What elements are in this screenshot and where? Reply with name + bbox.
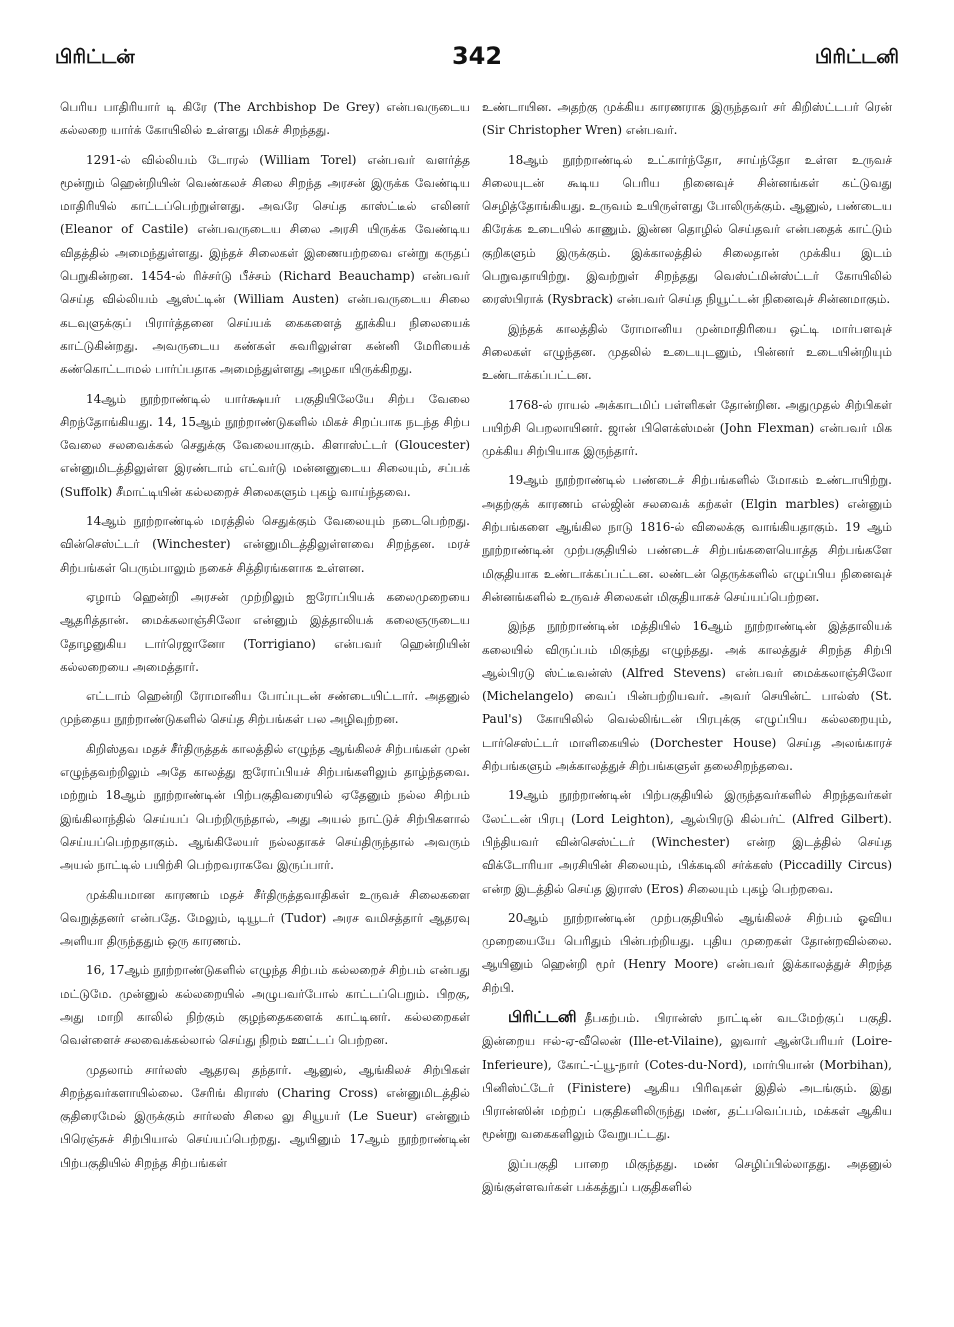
paragraph: பெரிய பாதிரியார் டி கிரே (The Archbishop De Grey) என்பவருடைய கல்லறை யார்க் கோயிலில் உள்ளது மிகச் சிறந்தது. — [60, 100, 470, 138]
paragraph: 14ஆம் நூற்றாண்டில் மரத்தில் செதுக்கும் வேலையும் நடைபெற்றது. வின்செஸ்ட்டர் (Winchester) என்னுமிடத்திலுள்ளவை சிறந்தன. மரச் சிற்பங்கள் பெரும்பாலும் நகைச் சித்திரங்களாக உள்ளன. — [60, 514, 470, 575]
paragraph: முதலாம் சார்லஸ் ஆதரவு தந்தார். ஆனுல், ஆங்கிலச் சிற்பிகள் சிறந்தவர்களாயில்லை. சேரிங் கிராஸ் (Charing Cross) என்னுமிடத்தில் குதிரைமேல் இருக்கும் சார்லஸ் சிலை லு சியூயர் (Le Sueur) என்னும் பிரெஞ்சுச் சிற்பியால் செய்யப்பெற்றது. ஆயினும் 17ஆம் நூற்றாண்டின் பிற்பகுதியில் சிறந்த சிற்பங்கள் — [60, 1062, 470, 1170]
paragraph: 20ஆம் நூற்றாண்டின் முற்பகுதியில் ஆங்கிலச் சிற்பம் ஓவிய முறையையே பெரிதும் பின்பற்றியது. புதிய முறைகள் தோன்றவில்லை. ஆயினும் ஹென்றி மூர் (Henry Moore) என்பவர் இக்காலத்துச் சிறந்த சிற்பி. — [482, 910, 892, 995]
right-running-head: பிரிட்டனி — [815, 46, 899, 68]
left-running-head: பிரிட்டன் — [55, 46, 135, 68]
paragraph: கிறிஸ்தவ மதச் சீர்திருத்தக் காலத்தில் எழுந்த ஆங்கிலச் சிற்பங்கள் முன் எழுந்தவற்றிலும் அதே காலத்து ஐரோப்பியச் சிற்பங்களிலும் தாழ்ந்தவை. மற்றும் 18ஆம் நூற்றாண்டின் பிற்பகுதிவரையில் ஏதேனும் நல்ல சிற்பம் இங்கிலாந்தில் செய்யப் பெற்றிருந்தால், அது அயல் நாட்டுச் சிற்பிகளால் செய்யப்பெற்றதாகும். ஆங்கிலேயர் நல்லதாகச் செய்திருந்தால் அவரும் அயல் நாட்டில் பயிற்சி பெற்றவராகவே இருப்பார். — [60, 741, 470, 873]
left-column — [60, 96, 470, 1306]
paragraph: 19ஆம் நூற்றாண்டில் பண்டைச் சிற்பங்களில் மோகம் உண்டாயிற்று. அதற்குக் காரணம் எல்ஜின் சலவைக் கற்கள் (Elgin marbles) என்னும் சிற்பங்களை ஆங்கில நாடு 1816-ல் விலைக்கு வாங்கியதாகும். 19 ஆம் நூற்றாண்டின் முற்பகுதியில் பண்டைச் சிற்பங்களையொத்த சிற்பங்களே மிகுதியாக உண்டாக்கப்பட்டன. லண்டன் தெருக்களில் எழுப்பிய நினைவுச் சின்னங்களில் உருவச் சிலைகள் மிகுதியாகச் செய்யப்பெற்றன. — [482, 473, 892, 604]
paragraph: இந்தக் காலத்தில் ரோமானிய முன்மாதிரியை ஒட்டி மார்பளவுச் சிலைகள் எழுந்தன. முதலில் உடையுடனும், பின்னர் உடையின்றியும் உண்டாக்கப்பட்டன. — [482, 321, 892, 383]
paragraph: முக்கியமான காரணம் மதச் சீர்திருத்தவாதிகள் உருவச் சிலைகளை வெறுத்தனர் என்பதே. மேலும், டியூடர் (Tudor) அரச வமிசத்தார் ஆதரவு அளியா திருந்ததும் ஒரு காரணம். — [60, 887, 470, 949]
entry-headword: பிரிட்டனி — [508, 1007, 577, 1026]
page-number: 342 — [451, 42, 503, 70]
paragraph: ஏழாம் ஹென்றி அரசன் முற்றிலும் ஐரோப்பியக் கலைமுறையை ஆதரித்தான். மைக்கலாஞ்சிலோ என்னும் இத்தாலியக் கலைஞருடைய தோழனுகிய டார்ரெஜானோ (Torrigiano) என்பவர் ஹென்றியின் கல்லறையை அமைத்தார். — [60, 589, 470, 674]
page-header — [55, 42, 899, 80]
paragraph: எட்டாம் ஹென்றி ரோமானிய போப்புடன் சண்டையிட்டார். அதனுல் முந்தைய நூற்றாண்டுகளில் செய்த சிற்பங்கள் பல அழிவுற்றன. — [60, 689, 470, 727]
paragraph: 1291-ல் வில்லியம் டோரல் (William Torel) என்பவர் வளர்த்த மூன்றும் ஹென்றியின் வெண்கலச் சிலை சிறந்த அரசன் இருக்க வேண்டிய மாதிரியில் காட்டப்பெற்றுள்ளது. அவரே செய்த காஸ்ட்டீல் எலினர் (Eleanor of Castile) என்பவருடைய சிலை அரசி யிருக்க வேண்டிய விதத்தில் அமைந்துள்ளது. இந்தச் சிலைகள் இணையற்றவை என்று கருதப் பெறுகின்றன. 1454-ல் ரிச்சர்டு பீச்சம் (Richard Beauchamp) என்பவர் செய்த வில்லியம் ஆஸ்ட்டின் (William Austen) என்பவருடைய சிலை கடவுளுக்குப் பிரார்த்தனை செய்யக் கைகளைத் தூக்கிய நிலையைக் காட்டுகின்றது. அவருடைய கண்கள் சுவரிலுள்ள கன்னி மேரியைக் கண்கொட்டாமல் பார்ப்பதாக அமைந்துள்ளது அழகா யிருக்கிறது. — [60, 152, 470, 377]
paragraph: 1768-ல் ராயல் அக்காடமிப் பள்ளிகள் தோன்றின. அதுமுதல் சிற்பிகள் பயிற்சி பெறலாயினர். ஜான் பிளெக்ஸ்மன் (John Flexman) என்பவர் மிக முக்கிய சிற்பியாக இருந்தார். — [482, 397, 892, 459]
paragraph: 18ஆம் நூற்றாண்டில் உட்கார்ந்தோ, சாய்ந்தோ உள்ள உருவச் சிலையுடன் கூடிய பெரிய நினைவுச் சின்னங்கள் கட்டுவது செழித்தோங்கியது. உருவம் உயிருள்ளது போலிருக்கும். ஆனுல், பண்டைய கிரேக்க உடையில் காணும். இன்ன தொழில் செய்தவர் என்பதைக் காட்டும் குறிகளும் இருக்கும். இக்காலத்தில் சிலைதான் முக்கிய இடம் பெறுவதாயிற்று. இவற்றுள் சிறந்தது வெஸ்ட்மின்ஸ்ட்டர் கோயிலில் ரைஸ்பிராக் (Rysbrack) என்பவர் செய்த நியூட்டன் நினைவுச் சின்னமாகும். — [482, 152, 892, 307]
right-column — [482, 96, 892, 1306]
entry-text: தீபகற்பம். பிரான்ஸ் நாட்டின் வடமேற்குப் பகுதி. இன்றைய ஈல்-ஏ-வீலென் (Ille-et-Vilaine), லுவார் ஆன்பேரியர் (Loire-Inferieure), கோட்-ட்யூ-நார் (Cotes-du-Nord), மார்பியான் (Morbihan), பினிஸ்ட்டேர் (Finistere) ஆகிய பிரிவுகள் இதில் அடங்கும். இது பிரான்ஸின் மற்றப் பகுதிகளிலிருந்து மண், தட்பவெப்பம், மக்கள் ஆகிய மூன்று வகைகளிலும் வேறுபட்டது. — [482, 1010, 892, 1142]
paragraph: உண்டாயின. அதற்கு முக்கிய காரணராக இருந்தவர் சர் கிறிஸ்ட்டபர் ரென் (Sir Christopher Wren) என்பவர். — [482, 100, 892, 138]
paragraph: 14ஆம் நூற்றாண்டில் யார்க்ஷயர் பகுதியிலேயே சிற்ப வேலை சிறந்தோங்கியது. 14, 15ஆம் நூற்றாண்டுகளில் மிகச் சிறப்பாக நடந்த சிற்ப வேலை சலவைக்கல் செதுக்கு வேலையாகும். கிளாஸ்ட்டர் (Gloucester) என்னுமிடத்திலுள்ள இரண்டாம் எட்வர்டு மன்னனுடைய சிலையும், சப்பக் (Suffolk) சீமாட்டியின் கல்லறைச் சிலைகளும் புகழ் வாய்ந்தவை. — [60, 391, 470, 499]
entry-paragraph — [482, 1006, 892, 1147]
paragraph: இப்பகுதி பாறை மிகுந்தது. மண் செழிப்பில்லாதது. அதனுல் இங்குள்ளவர்கள் பக்கத்துப் பகுதிகளில் — [482, 1156, 892, 1195]
paragraph: 16, 17ஆம் நூற்றாண்டுகளில் எழுந்த சிற்பம் கல்லறைச் சிற்பம் என்பது மட்டுமே. முன்னுல் கல்லறையில் அழுபவர்போல் காட்டப்பெறும். பிறகு, அது மாறி காலில் நிற்கும் குழந்தைகளைக் காட்டினர். கல்லறைகள் வெள்ளைச் சலவைக்கல்லால் செய்து நிறம் ஊட்டப் பெற்றன. — [60, 963, 470, 1048]
paragraph: 19ஆம் நூற்றாண்டின் பிற்பகுதியில் இருந்தவர்களில் சிறந்தவர்கள் லேட்டன் பிரபு (Lord Leighton), ஆல்பிரடு கில்பர்ட் (Alfred Gilbert). பிந்தியவர் வின்செஸ்ட்டர் (Winchester) என்ற இடத்தில் செய்த விக்டோரியா அரசியின் சிலையும், பிக்கடிலி சர்க்கஸ் (Piccadilly Circus) என்ற இடத்தில் செய்த இராஸ் (Eros) சிலையும் புகழ் பெற்றவை. — [482, 788, 892, 896]
paragraph: இந்த நூற்றாண்டின் மத்தியில் 16ஆம் நூற்றாண்டின் இத்தாலியக் கலையில் விருப்பம் மிகுந்து எழுந்தது. அக் காலத்துச் சிறந்த சிற்பி ஆல்பிரடு ஸ்ட்டீவன்ஸ் (Alfred Stevens) என்பவர் மைக்கலாஞ்சிலோ (Michelangelo) வைப் பின்பற்றியவர். அவர் செயின்ட் பால்ஸ் (St. Paul's) கோயிலில் வெல்லிங்டன் பிரபுக்கு எழுப்பிய கல்லறையும், டார்செஸ்ட்டர் மாளிகையில் (Dorchester House) செய்த அலங்காரச் சிற்பங்களும் அக்காலத்துச் சிற்பங்களுள் தலைசிறந்தவை. — [482, 619, 892, 774]
